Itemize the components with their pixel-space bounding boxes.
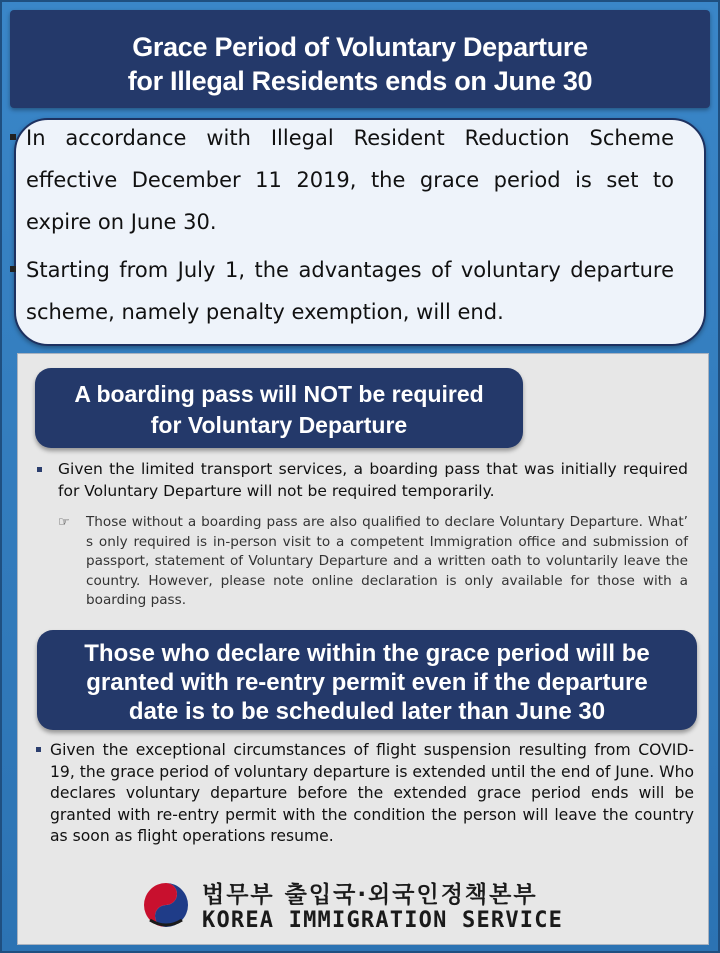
boarding-pass-bullet-text: Given the limited transport services, a boarding pass that was initially required for Voluntary Departure will not be required temporarily. [58,460,688,500]
taegeuk-logo-icon [144,880,188,930]
boarding-pass-note-text: Those without a boarding pass are also qualified to declare Voluntary Departure. What’ s only required is in-person visit to a competent Immigration office and submission of passport, statement of Voluntary Departure and a written oath to voluntarily leave the country. However, please note online declaration is only available for those with a boarding pass. [86,514,688,608]
reentry-heading-line-2: granted with re-entry permit even if the departure [86,669,648,696]
boarding-pass-heading-line-2: for Voluntary Departure [150,412,408,438]
title-line-2: for Illegal Residents ends on June 30 [127,66,593,96]
reentry-heading [37,630,697,730]
bullet-square-icon [37,467,42,472]
intro-bullet-1 [26,117,674,243]
reentry-bullet-text: Given the exceptional circumstances of flight suspension resulting from COVID-19, the grace period of voluntary departure is extended until the end of June. Who declares voluntary departure before the extended grace period ends will be granted with re-entry permit with the condition the person will leave the country as soon as flight operations resume. [50,741,695,845]
reentry-heading-line-3: date is to be scheduled later than June 30 [128,698,606,725]
ministry-name-korean: 법무부 출입국·외국인정책본부 [202,882,538,908]
boarding-pass-heading [35,368,523,448]
bullet-square-icon [10,266,16,272]
pointing-hand-icon: ☞ [58,515,70,530]
boarding-pass-note [58,513,688,611]
intro-bullet-2-text: Starting from July 1, the advantages of voluntary departure scheme, namely penalty exemption, will end. [26,258,674,324]
ministry-name-english: KOREA IMMIGRATION SERVICE [202,908,564,933]
intro-bullet-2 [26,249,674,333]
intro-bullet-1-text: In accordance with Illegal Resident Reduction Scheme effective December 11 2019, the grace period is set to expire on June 30. [26,126,674,234]
reentry-bullet [50,740,694,848]
title-banner [10,10,710,108]
boarding-pass-heading-line-1: A boarding pass will NOT be required [74,381,484,407]
bullet-square-icon [10,134,16,140]
boarding-pass-bullet [58,458,688,502]
reentry-heading-line-1: Those who declare within the grace period will be [84,640,650,667]
title-line-1: Grace Period of Voluntary Departure [132,32,588,62]
bullet-square-icon [36,747,41,752]
